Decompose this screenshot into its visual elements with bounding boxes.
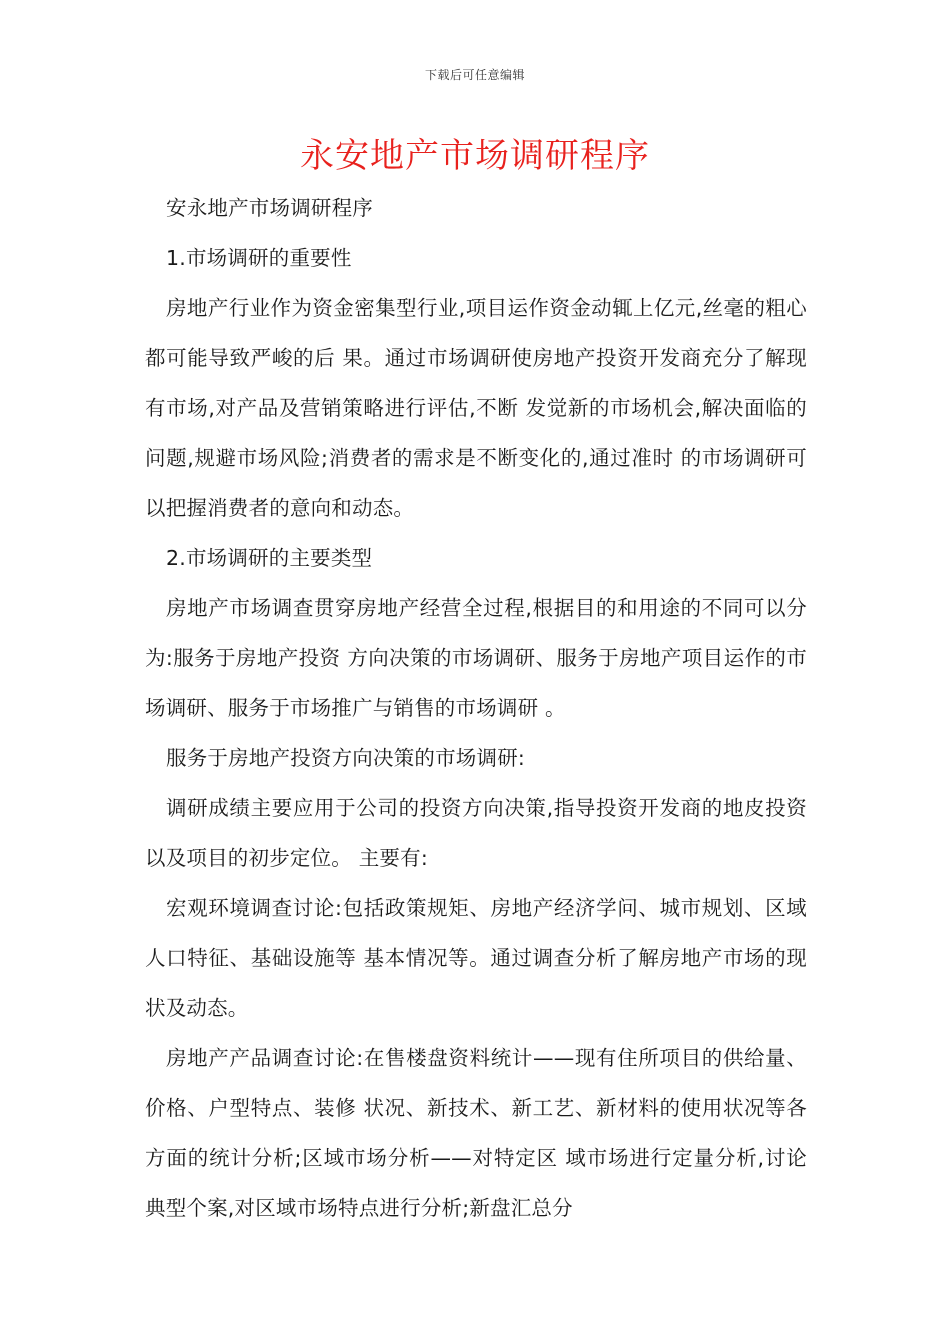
body-paragraph: 宏观环境调查讨论:包括政策规矩、房地产经济学问、城市规划、区域人口特征、基础设施等 基本情况等。通过调查分析了解房地产市场的现状及动态。: [145, 896, 807, 1020]
body-paragraph: 房地产行业作为资金密集型行业,项目运作资金动辄上亿元,丝毫的粗心都可能导致严峻的后 果。通过市场调研使房地产投资开发商充分了解现有市场,对产品及营销策略进行评估,不断 发觉新的市场机会,解决面临的问题,规避市场风险;消费者的需求是不断变化的,通过准时 的市场调研可以把握消费者的意向和动态。: [145, 296, 807, 520]
header-note: 下载后可任意编辑: [424, 68, 525, 82]
section-heading-2: 2.市场调研的主要类型: [166, 546, 373, 570]
body-paragraph: 房地产产品调查讨论:在售楼盘资料统计——现有住所项目的供给量、价格、户型特点、装修 状况、新技术、新工艺、新材料的使用状况等各方面的统计分析;区域市场分析——对特定区 域市场进行定量分析,讨论典型个案,对区域市场特点进行分析;新盘汇总分: [145, 1046, 807, 1220]
body-paragraph: 房地产市场调查贯穿房地产经营全过程,根据目的和用途的不同可以分为:服务于房地产投资 方向决策的市场调研、服务于房地产项目运作的市场调研、服务于市场推广与销售的市场调研 。: [145, 596, 807, 720]
document-body: [145, 183, 807, 1233]
section-heading-1: 1.市场调研的重要性: [166, 246, 352, 270]
body-paragraph: 调研成绩主要应用于公司的投资方向决策,指导投资开发商的地皮投资以及项目的初步定位。 主要有:: [145, 796, 807, 870]
document-title: 永安地产市场调研程序: [300, 136, 650, 176]
subtitle-paragraph: 安永地产市场调研程序: [166, 196, 373, 220]
sub-heading: 服务于房地产投资方向决策的市场调研:: [166, 746, 526, 770]
